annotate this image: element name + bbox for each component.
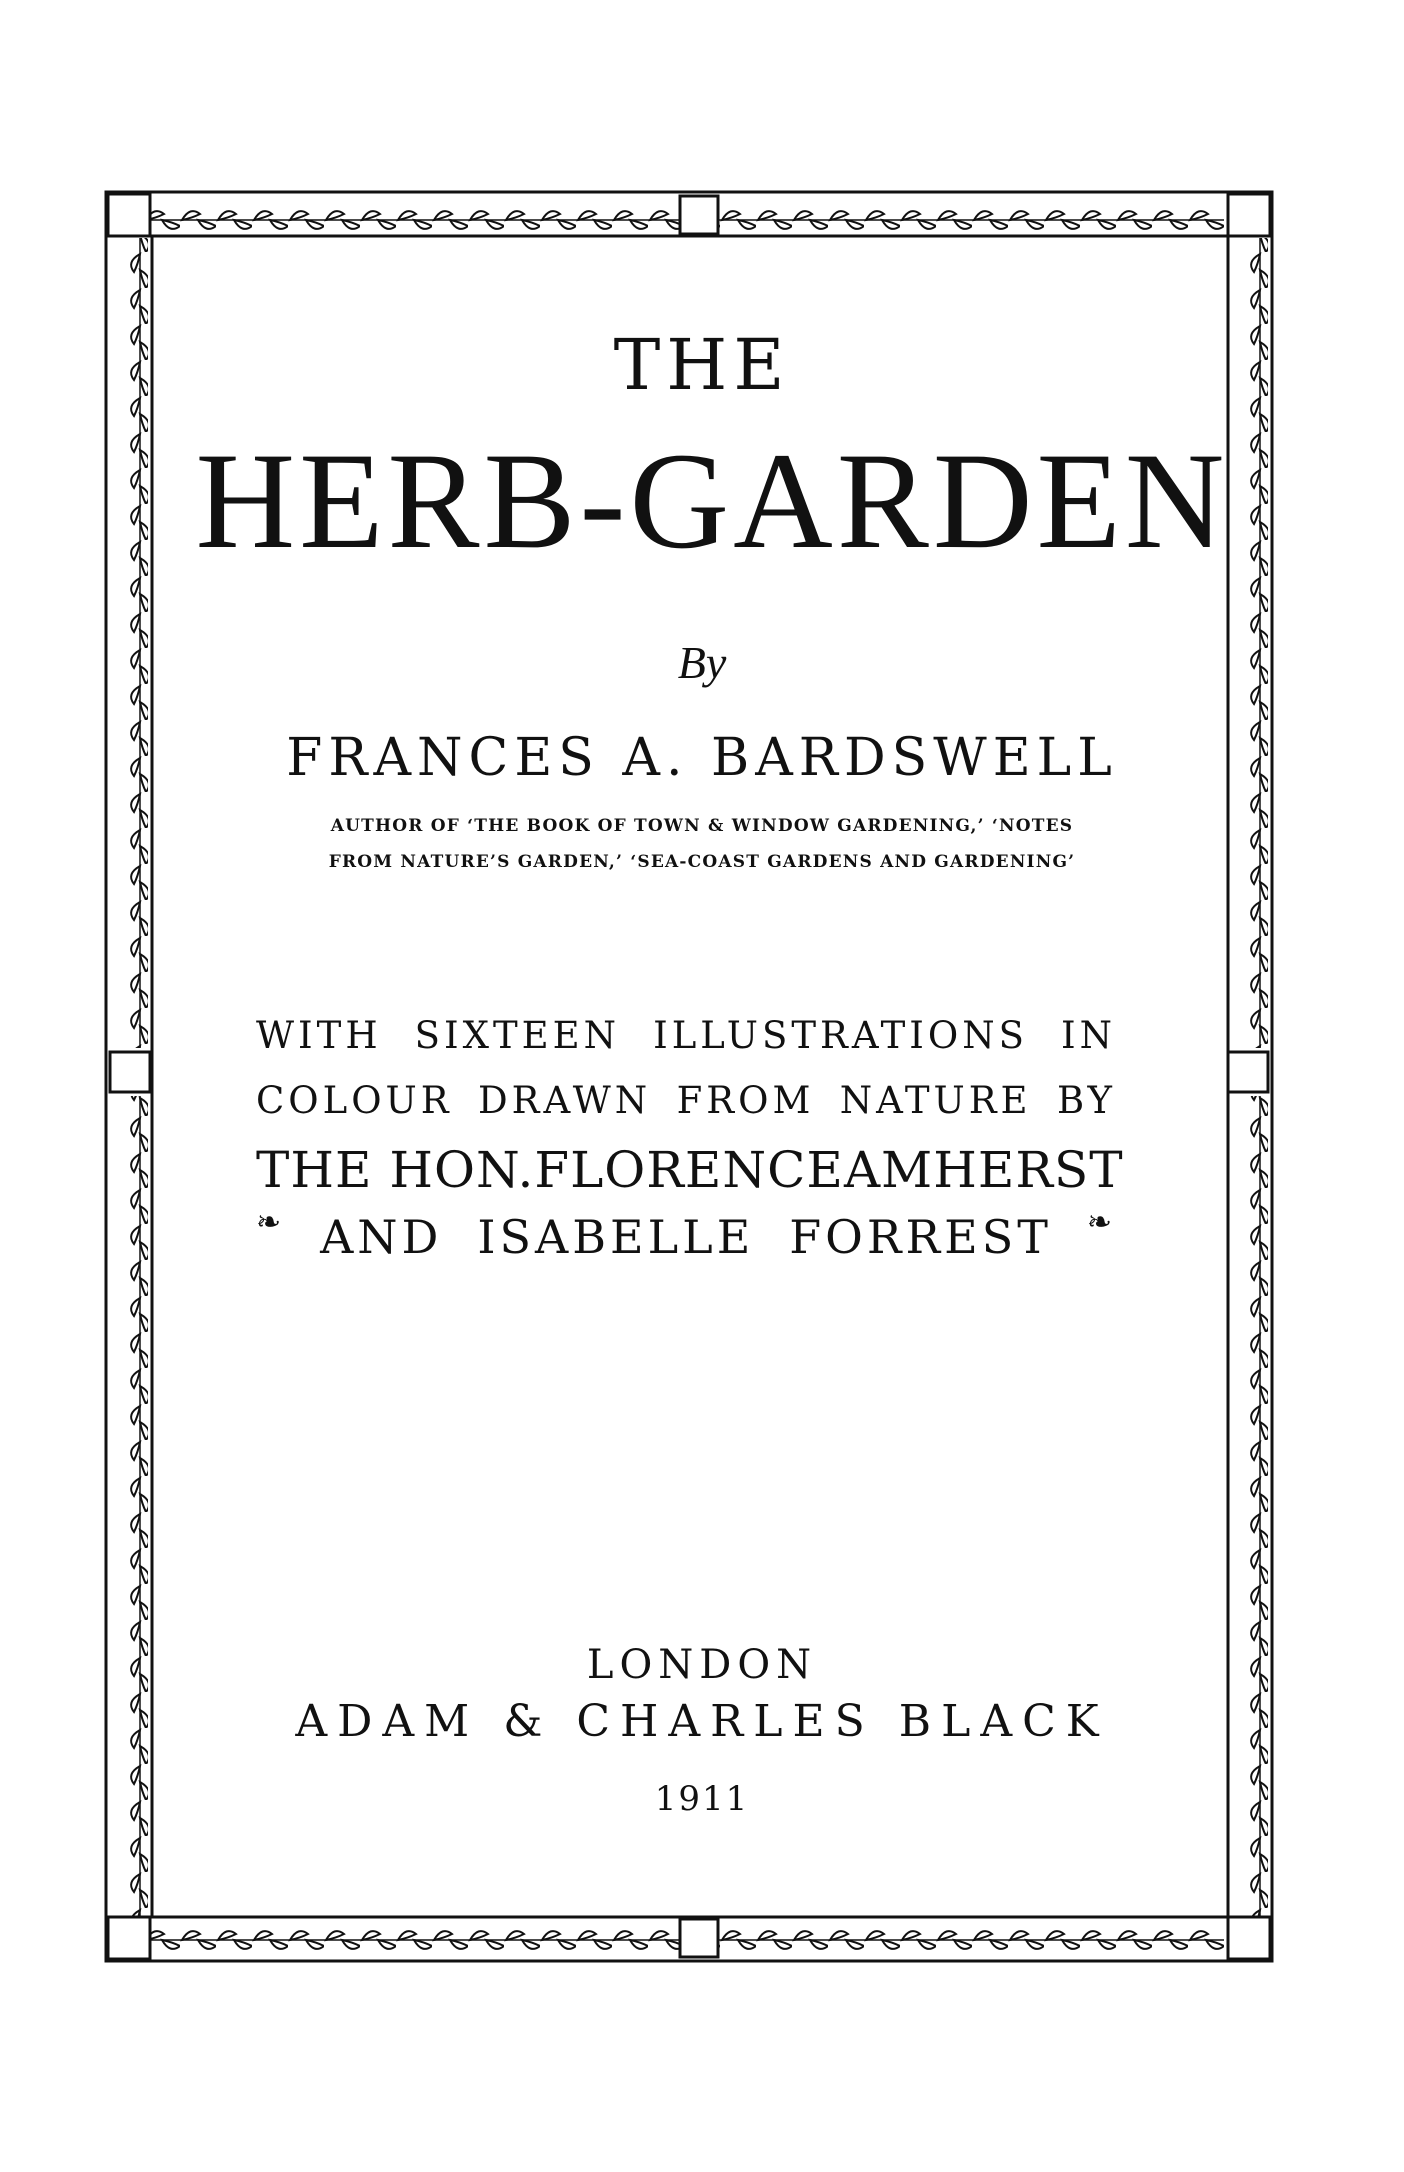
illustrations-line-4 — [256, 1205, 1116, 1264]
leaf-ornament-right-icon: ❧ — [1086, 1205, 1116, 1240]
illustrations-line-1 — [256, 1014, 1116, 1057]
imprint-publisher: ADAM & CHARLES BLACK — [295, 1696, 1109, 1747]
illus-word: WITH — [256, 1014, 382, 1057]
illus-word: AMHERST — [843, 1141, 1124, 1199]
illus-word: FROM — [676, 1079, 815, 1122]
illus-word: IN — [1060, 1014, 1116, 1057]
illus-word: FORREST — [789, 1210, 1052, 1264]
imprint-year: 1911 — [654, 1779, 750, 1819]
illus-word: AND — [320, 1210, 443, 1264]
illus-word: BY — [1057, 1079, 1116, 1122]
leaf-ornament-left-icon: ❧ — [256, 1205, 286, 1240]
illus-word: ISABELLE — [477, 1210, 755, 1264]
author-works-line-2: FROM NATURE’S GARDEN,’ ‘SEA-COAST GARDENS AND GARDENING’ — [328, 852, 1076, 872]
author-works-line-1: AUTHOR OF ‘THE BOOK OF TOWN & WINDOW GARDENING,’ ‘NOTES — [330, 816, 1074, 836]
illustrations-line-2 — [256, 1079, 1116, 1122]
illustrations-line-3 — [256, 1141, 1124, 1199]
illus-word: FLORENCE — [534, 1141, 844, 1199]
illus-word: DRAWN — [478, 1079, 652, 1122]
imprint-city: LONDON — [586, 1642, 818, 1688]
illus-word: THE HON. — [256, 1141, 535, 1199]
illus-word: COLOUR — [256, 1079, 453, 1122]
illus-word: SIXTEEN — [414, 1014, 621, 1057]
book-title: HERB-GARDEN — [195, 424, 1229, 577]
illus-word: ILLUSTRATIONS — [653, 1014, 1028, 1057]
title-line-the: THE — [613, 324, 791, 406]
author-name: FRANCES A. BARDSWELL — [286, 728, 1118, 788]
illus-word: NATURE — [839, 1079, 1032, 1122]
by-label: By — [677, 637, 727, 688]
